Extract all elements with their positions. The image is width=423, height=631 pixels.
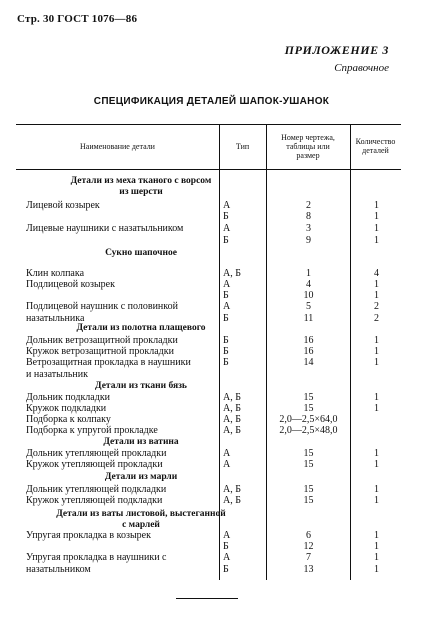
type-cell-line: Б [223,357,229,368]
drawing-number-cell-line: 12 [303,541,314,552]
detail-name-cell-line: Кружок ветрозащитной прокладки [26,346,174,357]
drawing-number-cell-line: 1 [306,268,311,279]
type-cell-line: А [223,301,231,312]
detail-name-cell-line: Лицевой козырек [26,200,100,211]
drawing-number-cell-line: 3 [306,223,311,234]
header-name: Наименование детали [80,142,155,151]
type-cell-line: Б [223,335,229,346]
type-cell-line: А, Б [223,403,241,414]
quantity-cell-line: 1 [374,448,379,459]
quantity-cell-line: 1 [374,279,379,290]
drawing-number-cell [268,211,349,223]
detail-name-cell-line: Подлицевой козырек [26,279,115,290]
drawing-number-cell [268,235,349,247]
type-cell-line: А [223,552,231,563]
section-title-line: Сукно шапочное [105,248,177,258]
type-cell [223,425,265,437]
type-cell-line: Б [223,235,229,246]
detail-name-cell-line: Клин колпака [26,268,85,279]
drawing-number-cell-line-2: 11 [303,313,314,324]
quantity-cell-line: 1 [374,346,379,357]
detail-name-cell-line-2: назатыльником [26,564,91,575]
header-count [350,137,401,155]
type-cell [223,235,265,247]
drawing-number-cell-line: 4 [306,279,311,290]
type-cell-line: А [223,530,231,541]
type-cell-line: А [223,223,231,234]
type-cell-line: Б [223,211,229,222]
type-cell-line: А, Б [223,414,241,425]
quantity-cell-line: 1 [374,357,379,368]
drawing-number-cell-line: 2,0—2,5×48,0 [279,425,338,436]
quantity-cell-line: 4 [374,268,379,279]
quantity-cell [352,235,401,247]
type-cell-line: А [223,200,231,211]
drawing-number-cell-line: 15 [303,484,314,495]
detail-name-cell [26,459,218,471]
quantity-cell-line: 1 [374,403,379,414]
quantity-cell [352,459,401,471]
detail-name-cell-line-2: и назатыльник [26,369,88,380]
type-cell-line: А [223,448,231,459]
quantity-cell-line: 1 [374,484,379,495]
quantity-cell [352,301,401,325]
page-header: Стр. 30 ГОСТ 1076—86 [17,13,138,25]
detail-name-cell-line: Кружок подкладки [26,403,107,414]
drawing-number-cell-line: 7 [306,552,311,563]
detail-name-cell-line: Дольник утепляющей прокладки [26,448,167,459]
section-title [16,381,266,392]
drawing-number-cell-line: 9 [306,235,311,246]
table-top-rule [16,124,401,125]
type-cell-line: А, Б [223,484,241,495]
detail-name-cell-line: Подлицевой наушник с половинкой [26,301,178,312]
quantity-cell-line: 1 [374,530,379,541]
drawing-number-cell-line: 2 [306,200,311,211]
type-cell [223,459,265,471]
drawing-number-cell [268,223,349,235]
detail-name-cell [26,552,218,576]
header-drawing-line-1: Номер чертежа, [281,133,335,142]
detail-name-cell [26,279,218,291]
section-title [16,323,266,334]
section-title-line: Детали из ткани бязь [95,381,187,391]
type-cell-line-2: Б [223,313,229,324]
quantity-cell-line: 1 [374,211,379,222]
section-title-line: Детали из марли [104,472,178,482]
quantity-cell-line: 1 [374,541,379,552]
header-count-line-1: Количество [355,137,396,146]
quantity-cell-line-2: 2 [374,313,379,324]
detail-name-cell-line: Дольник утепляющей подкладки [26,484,167,495]
section-title-line-2: из шерсти [119,187,163,197]
detail-name-cell-line: Упругая прокладка в наушники с [26,552,167,563]
type-cell-line: А, Б [223,425,241,436]
section-title [16,437,266,448]
type-cell-line: А [223,279,231,290]
quantity-cell-line: 1 [374,495,379,506]
quantity-cell [352,552,401,576]
document-title: СПЕЦИФИКАЦИЯ ДЕТАЛЕЙ ШАПОК-УШАНОК [93,96,330,107]
quantity-cell [352,357,401,369]
section-title [16,472,266,483]
quantity-cell-line: 1 [374,552,379,563]
column-divider-number [266,124,267,580]
detail-name-cell-line: Дольник ветрозащитной прокладки [26,335,178,346]
type-cell-line: Б [223,290,229,301]
detail-name-cell [26,495,218,507]
detail-name-cell-line: Подборка к колпаку [26,414,111,425]
quantity-cell-line: 1 [374,459,379,470]
drawing-number-cell-line: 8 [306,211,311,222]
detail-name-cell-line: Кружок утепляющей прокладки [26,459,163,470]
appendix-block [285,43,389,74]
type-cell-line-2: Б [223,564,229,575]
page-end-rule [176,598,238,599]
section-title [16,248,266,259]
detail-name-cell [26,200,218,212]
detail-name-cell-line: Ветрозащитная прокладка в наушники [26,357,191,368]
section-title [16,176,266,198]
type-cell [223,211,265,223]
header-drawing [266,133,350,160]
quantity-cell [352,211,401,223]
section-title-line: Детали из ватина [103,437,179,447]
type-cell [223,301,265,325]
type-cell-line: Б [223,346,229,357]
section-title-line: Детали из меха тканого с ворсом [70,176,212,186]
drawing-number-cell [268,301,349,325]
detail-name-cell [26,301,218,325]
type-cell [223,495,265,507]
drawing-number-cell-line: 14 [303,357,314,368]
drawing-number-cell-line: 2,0—2,5×64,0 [279,414,338,425]
header-count-line-2: деталей [362,146,389,155]
quantity-cell-line-2: 1 [374,564,379,575]
drawing-number-cell-line: 15 [303,448,314,459]
drawing-number-cell-line-2: 13 [303,564,314,575]
detail-name-cell-line: Кружок утепляющей подкладки [26,495,163,506]
quantity-cell-line: 1 [374,235,379,246]
quantity-cell [352,403,401,415]
detail-name-cell [26,223,218,235]
appendix-title: ПРИЛОЖЕНИЕ 3 [284,43,389,57]
drawing-number-cell [268,459,349,471]
detail-name-cell [26,425,218,437]
section-title-line-2: с марлей [122,520,160,530]
drawing-number-cell-line: 15 [303,495,314,506]
detail-name-cell-line: Упругая прокладка в козырек [26,530,151,541]
detail-name-cell-line: Лицевые наушники с назатыльником [26,223,184,234]
type-cell-line: А, Б [223,392,241,403]
drawing-number-cell [268,552,349,576]
drawing-number-cell-line: 15 [303,392,314,403]
quantity-cell [352,223,401,235]
drawing-number-cell [268,425,349,437]
type-cell [223,223,265,235]
header-drawing-line-2: таблицы или [286,142,330,151]
quantity-cell-line: 1 [374,223,379,234]
quantity-cell-line: 1 [374,392,379,403]
type-cell-line: А [223,459,231,470]
detail-name-cell [26,530,218,542]
section-title-line: Детали из полотна плащевого [76,323,206,333]
type-cell-line: Б [223,541,229,552]
drawing-number-cell [268,495,349,507]
quantity-cell [352,495,401,507]
drawing-number-cell-line: 15 [303,459,314,470]
type-cell [223,552,265,576]
type-cell-line: А, Б [223,268,241,279]
detail-name-cell [26,357,218,381]
appendix-note: Справочное [334,62,389,74]
detail-name-cell-line-2: назатыльника [26,313,85,324]
drawing-number-cell-line: 16 [303,346,314,357]
drawing-number-cell-line: 6 [306,530,311,541]
quantity-cell-line: 1 [374,200,379,211]
section-title [16,509,266,531]
header-drawing-line-3: размер [296,151,320,160]
drawing-number-cell-line: 5 [306,301,311,312]
type-cell [223,357,265,369]
quantity-cell-line: 1 [374,335,379,346]
header-type: Тип [235,142,250,151]
section-title-line: Детали из ваты листовой, выстеганной [56,509,226,519]
drawing-number-cell-line: 16 [303,335,314,346]
table-header-rule [16,169,401,170]
specification-table [16,124,401,586]
column-divider-count [350,124,351,580]
quantity-cell-line: 1 [374,290,379,301]
drawing-number-cell-line: 10 [303,290,314,301]
detail-name-cell-line: Дольник подкладки [26,392,111,403]
quantity-cell-line: 2 [374,301,379,312]
drawing-number-cell-line: 15 [303,403,314,414]
detail-name-cell-line: Подборка к упругой прокладке [26,425,158,436]
type-cell-line: А, Б [223,495,241,506]
drawing-number-cell [268,357,349,369]
